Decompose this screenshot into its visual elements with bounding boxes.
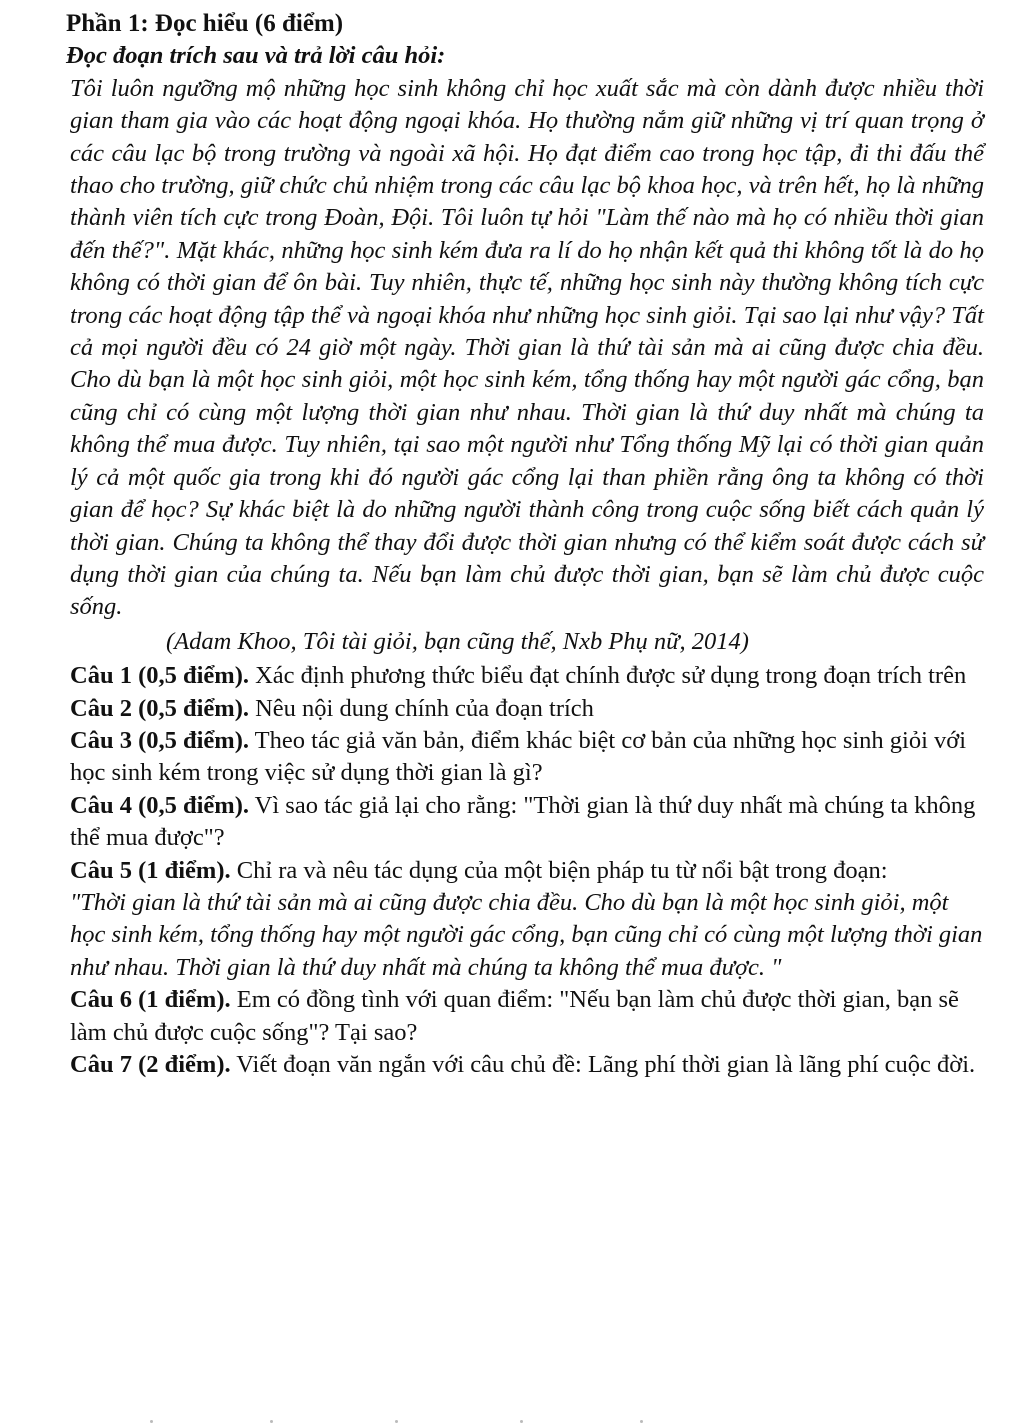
question-6 bbox=[70, 984, 984, 1049]
question-1 bbox=[70, 660, 984, 692]
question-label: Câu 5 (1 điểm). bbox=[70, 856, 231, 884]
question-label: Câu 4 (0,5 điểm). bbox=[70, 791, 249, 819]
question-text: Em có đồng tình với quan điểm: "Nếu bạn làm chủ được thời gian, bạn sẽ làm chủ được cuộc sống"? Tại sao? bbox=[70, 986, 959, 1046]
scan-dot bbox=[270, 1420, 273, 1423]
passage-source: (Adam Khoo, Tôi tài giỏi, bạn cũng thế, Nxb Phụ nữ, 2014) bbox=[166, 627, 749, 655]
scan-dot bbox=[150, 1420, 153, 1423]
question-label: Câu 7 (2 điểm). bbox=[70, 1051, 231, 1078]
question-text: Chỉ ra và nêu tác dụng của một biện pháp tu từ nổi bật trong đoạn: bbox=[230, 856, 888, 884]
question-label: Câu 2 (0,5 điểm). bbox=[70, 694, 249, 722]
question-text: Viết đoạn văn ngắn với câu chủ đề: Lãng phí thời gian là lãng phí cuộc đời. bbox=[230, 1051, 976, 1078]
section-title: Phần 1: Đọc hiểu (6 điểm) bbox=[66, 10, 344, 37]
question-4 bbox=[70, 790, 984, 855]
question-label: Câu 6 (1 điểm). bbox=[70, 986, 231, 1014]
reading-instruction: Đọc đoạn trích sau và trả lời câu hỏi: bbox=[66, 42, 446, 70]
question-5 bbox=[70, 855, 984, 887]
question-text: Nêu nội dung chính của đoạn trích bbox=[248, 694, 594, 722]
passage-text: Tôi luôn ngưỡng mộ những học sinh không chỉ học xuất sắc mà còn dành được nhiều thời gian tham gia vào các hoạt động ngoại khóa. Họ thường nắm giữ những vị trí quan trọng ở các câu lạc bộ trong trường và ngoài xã hội. Họ đạt điểm cao trong học tập, đi thi đấu thể thao cho trường, giữ chức chủ nhiệm trong các câu lạc bộ khoa học, và trên hết, họ là những thành viên tích cực trong Đoàn, Đội. Tôi luôn tự hỏi "Làm thế nào mà họ có nhiều thời gian đến thế?". Mặt khác, những học sinh kém đưa ra lí do họ nhận kết quả thi không tốt là do họ không có thời gian để ôn bài. Tuy nhiên, thực tế, những học sinh này thường không tích cực trong các hoạt động tập thể và ngoại khóa như những học sinh giỏi. Tại sao lại như vậy? Tất cả mọi người đều có 24 giờ một ngày. Thời gian là thứ tài sản mà ai cũng được chia đều. Cho dù bạn là một học sinh giỏi, một học sinh kém, tổng thống hay một người gác cổng, bạn cũng chỉ có cùng một lượng thời gian như nhau. Thời gian là thứ duy nhất mà chúng ta không thể mua được. Tuy nhiên, tại sao một người như Tổng thống Mỹ lại có thời gian quản lý cả một quốc gia trong khi đó người gác cổng lại than phiền rằng ông ta không có thời gian để học? Sự khác biệt là do những người thành công trong cuộc sống biết cách quản lý thời gian. Chúng ta không thể thay đổi được thời gian nhưng có thể kiểm soát được cách sử dụng thời gian của chúng ta. Nếu bạn làm chủ được thời gian, bạn sẽ làm chủ được cuộc sống. bbox=[70, 74, 984, 621]
question-text: Xác định phương thức biểu đạt chính được sử dụng trong đoạn trích trên bbox=[248, 662, 967, 690]
question-5-quote: "Thời gian là thứ tài sản mà ai cũng được chia đều. Cho dù bạn là một học sinh giỏi, một học sinh kém, tổng thống hay một người gác cổng, bạn cũng chỉ có cùng một lượng thời gian như nhau. Thời gian là thứ duy nhất mà chúng ta không thể mua được. " bbox=[70, 888, 983, 981]
question-text: Vì sao tác giả lại cho rằng: "Thời gian là thứ duy nhất mà chúng ta không thể mua được"? bbox=[70, 791, 976, 852]
scan-dot bbox=[520, 1420, 523, 1423]
scan-dot bbox=[395, 1420, 398, 1423]
question-7 bbox=[70, 1049, 984, 1081]
scan-artifacts bbox=[150, 1420, 750, 1424]
question-text: Theo tác giả văn bản, điểm khác biệt cơ bản của những học sinh giỏi với học sinh kém trong việc sử dụng thời gian là gì? bbox=[70, 726, 967, 787]
scan-dot bbox=[640, 1420, 643, 1423]
question-3 bbox=[70, 725, 984, 790]
question-2 bbox=[70, 693, 984, 725]
question-label: Câu 3 (0,5 điểm). bbox=[70, 726, 249, 754]
question-label: Câu 1 (0,5 điểm). bbox=[70, 662, 249, 690]
